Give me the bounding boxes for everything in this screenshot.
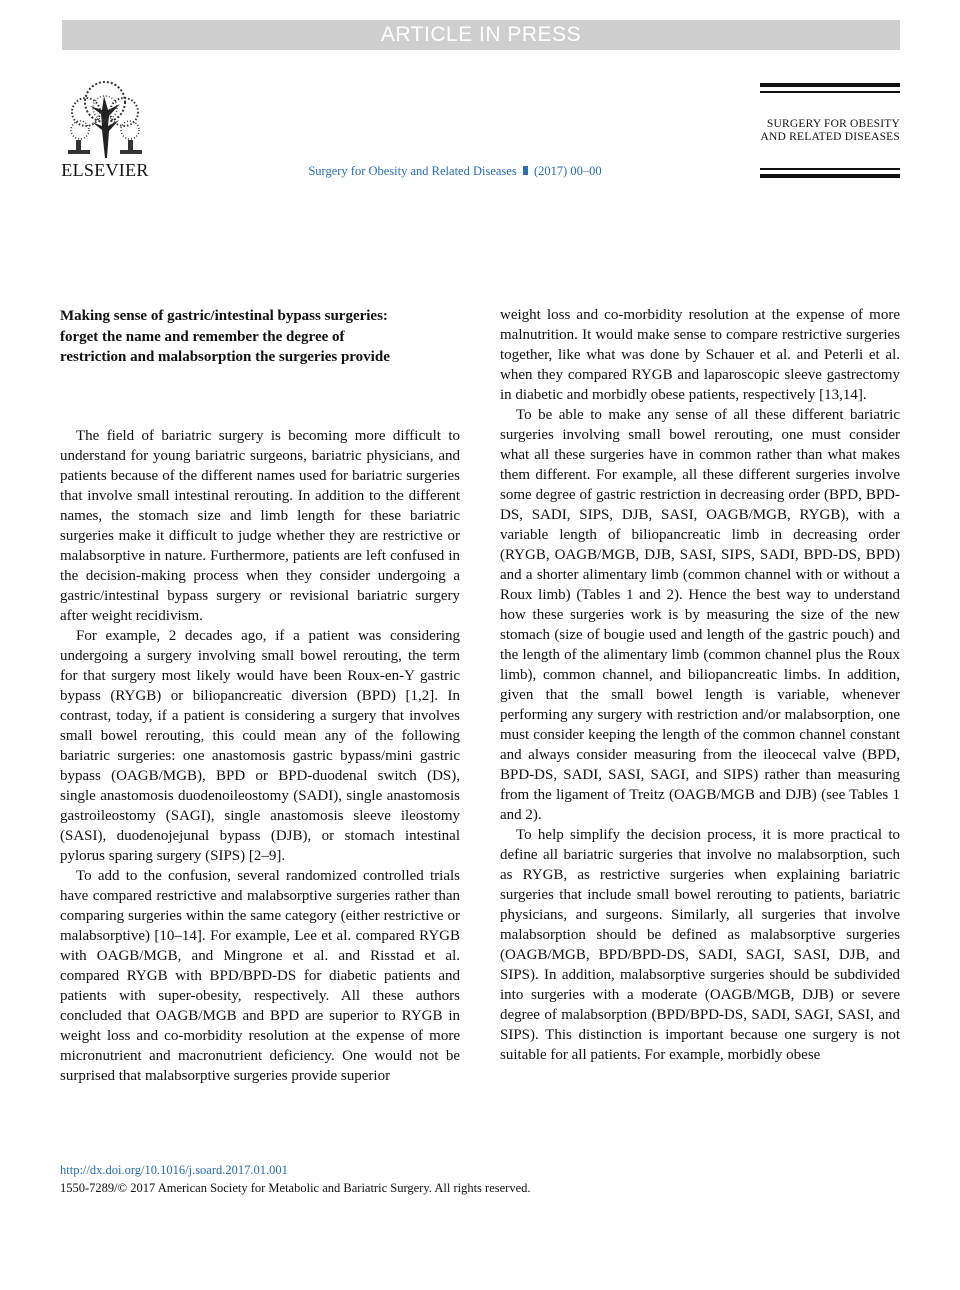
left-column (60, 426, 460, 1086)
journal-rule-bottom-thin (760, 168, 900, 170)
doi-link[interactable]: http://dx.doi.org/10.1016/j.soard.2017.01.001 (60, 1163, 288, 1177)
paragraph: The field of bariatric surgery is becoming more difficult to understand for young bariatric surgeons, bariatric physicians, and patients because of the different names used for bariatric surgeries that involve small intestinal rerouting. In addition to the different names, the stomach size and limb length for these bariatric surgeries make it difficult to judge whether they are restrictive or malabsorptive in nature. Furthermore, patients are left confused in the decision-making process when they consider undergoing a gastric/intestinal bypass surgery or revisional bariatric surgery after weight recidivism. (60, 428, 460, 624)
paragraph: To add to the confusion, several randomized controlled trials have compared restrictive and malabsorptive surgeries rather than comparing surgeries within the same category (either restrictive or malabsorptive) [10–14]. For example, Lee et al. compared RYGB with OAGB/MGB, and Mingrone et al. and Risstad et al. compared RYGB with BPD/BPD-DS for diabetic patients and patients with super-obesity, respectively. All these authors concluded that OAGB/MGB and BPD are superior to RYGB in weight loss and co-morbidity resolution at the expense of more micronutrient and macronutrient deficiency. One would not be surprised that malabsorptive surgeries provide superior (60, 868, 460, 1084)
article-in-press-banner: ARTICLE IN PRESS (62, 20, 900, 50)
paragraph: For example, 2 decades ago, if a patient was considering undergoing a surgery involving small bowel rerouting, the term for that surgery most likely would have been Roux-en-Y gastric bypass (RYGB) or biliopancreatic diversion (BPD) [1,2]. In contrast, today, if a patient is considering a surgery that involves small bowel rerouting, this could mean any of the following bariatric surgeries: one anastomosis gastric bypass/mini gastric bypass (OAGB/MGB), BPD or BPD-duodenal switch (DS), single anastomosis duodenoileostomy (SADI), single anastomosis gastroileostomy (SAGI), single anastomosis sleeve ileostomy (SASI), duodenojejunal bypass (DJB), or stomach intestinal pylorus sparing surgery (SIPS) [2–9]. (60, 628, 460, 864)
journal-rule-top-thin (760, 91, 900, 93)
publisher-name: ELSEVIER (61, 160, 149, 180)
paragraph: To be able to make any sense of all these different bariatric surgeries involving small bowel rerouting, one must consider what all these surgeries have in common rather than what makes them different. For example, all these different surgeries involve some degree of gastric restriction in decreasing order (BPD, BPD-DS, SADI, SIPS, DJB, SASI, OAGB/MGB, RYGB), with a variable length of biliopancreatic limb in decreasing order (RYGB, OAGB/MGB, DJB, SASI, SIPS, SADI, BPD-DS, BPD) and a shorter alimentary limb (common channel with or without a Roux limb) (Tables 1 and 2). Hence the best way to understand how these surgeries work is by measuring the size of the new stomach (size of bougie used and length of the gastric pouch) and the length of the alimentary limb (common channel plus the Roux limb), common channel, and biliopancreatic limbs. In addition, given that the small bowel length is variable, whenever performing any surgery with restriction and/or malabsorption, one must consider keeping the length of the common channel constant and always consider measuring from the ileocecal valve (BPD, BPD-DS, SADI, SASI, SAGI, and SIPS) rather than measuring from the ligament of Treitz (OAGB/MGB and DJB) (see Tables 1 and 2). (500, 407, 900, 823)
right-column (500, 305, 900, 1065)
journal-citation-link[interactable]: Surgery for Obesity and Related Diseases (308, 164, 517, 178)
journal-rule-bottom (760, 174, 900, 178)
paragraph: weight loss and co-morbidity resolution at the expense of more malnutrition. It would make sense to compare restrictive surgeries together, like what was done by Schauer et al. and Peterli et al. when they compared RYGB and laparoscopic sleeve gastrectomy in diabetic and morbidly obese patients, respectively [13,14]. (500, 307, 900, 403)
journal-name (700, 118, 900, 144)
article-title: Making sense of gastric/intestinal bypass surgeries: forget the name and remember the degree of restriction and malabsorption the surgeries provide (60, 308, 390, 365)
elsevier-tree-icon (62, 78, 148, 160)
separator-icon (523, 166, 528, 175)
journal-year-pages[interactable]: (2017) 00–00 (533, 164, 602, 178)
journal-name-line1: SURGERY FOR OBESITY (766, 118, 900, 130)
elsevier-logo (58, 78, 152, 182)
journal-citation (200, 164, 710, 179)
journal-name-line2: AND RELATED DISEASES (760, 131, 900, 143)
paragraph: To help simplify the decision process, it is more practical to define all bariatric surgeries that involve no malabsorption, such as RYGB, as restrictive surgeries when explaining bariatric surgeries that include small bowel rerouting to patients, bariatric physicians, and surgeons. Similarly, all surgeries that involve malabsorption should be defined as malabsorptive surgeries (OAGB/MGB, BPD/BPD-DS, SADI, SAGI, SASI, DJB, and SIPS). In addition, malabsorptive surgeries should be subdivided into surgeries with a moderate (OAGB/MGB, DJB) or severe degree of malabsorption (BPD/BPD-DS, SADI, SAGI, SASI, and SIPS). This distinction is important because one surgery is not suitable for all patients. For example, morbidly obese (500, 827, 900, 1063)
journal-rule-top (760, 83, 900, 87)
copyright-notice: 1550-7289/© 2017 American Society for Metabolic and Bariatric Surgery. All rights reserved. (60, 1181, 531, 1195)
